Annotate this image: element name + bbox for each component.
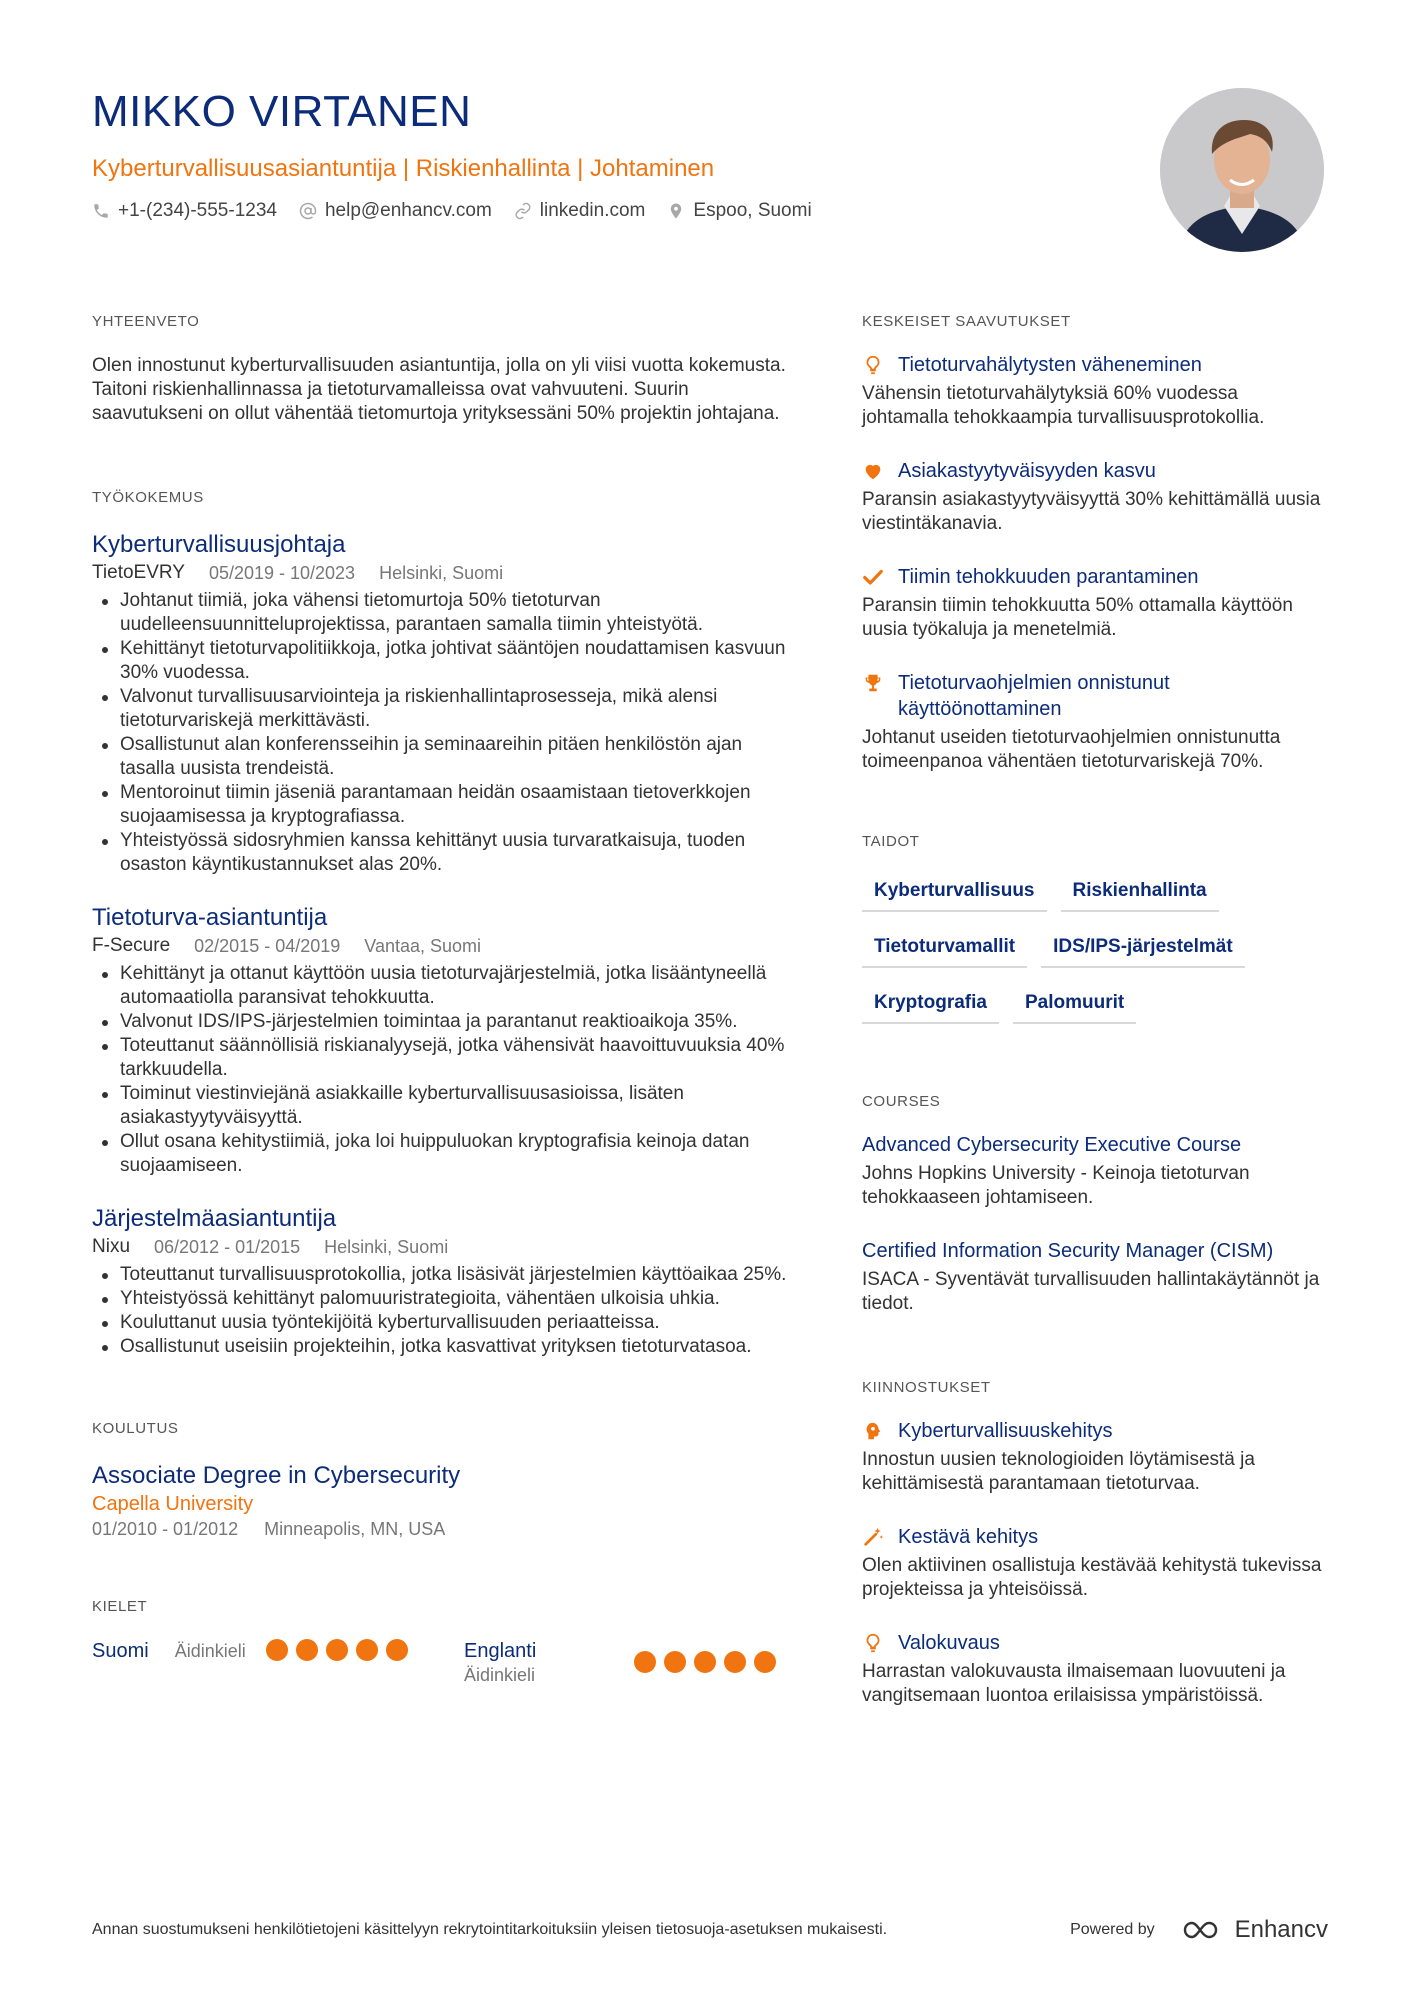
interest-head	[862, 1630, 1328, 1656]
achievement-title: Asiakastyytyväisyyden kasvu	[898, 460, 1156, 482]
powered-by-label: Powered by	[1070, 1921, 1155, 1938]
job-bullet: Osallistunut alan konferensseihin ja seminaareihin pitäen henkilöstön ajan tasalla uusista trendeistä.	[120, 733, 792, 781]
summary-heading: YHTEENVETO	[92, 313, 200, 330]
location-text: Espoo, Suomi	[693, 200, 812, 221]
job-bullet: Toiminut viestinviejänä asiakkaille kyberturvallisuusasioissa, lisäten asiakastyytyväisyyttä.	[120, 1082, 792, 1130]
achievement-head	[862, 352, 1328, 378]
avatar	[1160, 88, 1324, 252]
achievement-description: Johtanut useiden tietoturvaohjelmien onnistunutta toimeenpanoa vähentäen tietoturvariskejä 70%.	[862, 727, 1281, 772]
language-level: Äidinkieli	[464, 1665, 536, 1685]
language-text	[464, 1639, 634, 1687]
job-entry	[92, 903, 792, 1178]
job-title: Kyberturvallisuusjohtaja	[92, 531, 346, 558]
proficiency-dot	[356, 1639, 378, 1661]
right-column	[862, 312, 1328, 1708]
skill-tag: Palomuurit	[1013, 984, 1136, 1024]
job-company: TietoEVRY	[92, 562, 185, 583]
job-bullet: Yhteistyössä kehittänyt palomuuristrategioita, vähentäen ulkoisia uhkia.	[120, 1287, 792, 1311]
interest-title: Valokuvaus	[898, 1632, 1000, 1654]
job-bullets	[92, 589, 792, 877]
experience-heading: TYÖKOKEMUS	[92, 489, 204, 506]
education-entry	[92, 1461, 792, 1541]
achievement-description: Paransin asiakastyytyväisyyttä 30% kehittämällä uusia viestintäkanavia.	[862, 489, 1321, 534]
trophy-icon	[862, 672, 884, 694]
language-list	[92, 1639, 792, 1687]
languages-heading: KIELET	[92, 1598, 148, 1615]
job-location: Helsinki, Suomi	[324, 1237, 449, 1257]
enhancv-logo-icon	[1181, 1918, 1227, 1942]
phone-text[interactable]: +1-(234)-555-1234	[118, 200, 277, 221]
proficiency-dot	[694, 1651, 716, 1673]
summary-section	[92, 312, 792, 426]
course-item	[862, 1238, 1328, 1316]
interest-head	[862, 1418, 1328, 1444]
proficiency-dot	[664, 1651, 686, 1673]
job-bullet: Valvonut IDS/IPS-järjestelmien toimintaa ja parantanut reaktioaikoja 35%.	[120, 1010, 792, 1034]
candidate-headline: Kyberturvallisuusasiantuntija | Riskienhallinta | Johtaminen	[92, 155, 715, 182]
job-bullet: Toteuttanut säännöllisiä riskianalyysejä, jotka vähensivät haavoittuvuuksia 40% tarkkuudella.	[120, 1034, 792, 1082]
contact-email	[299, 198, 492, 224]
skill-tag: Kyberturvallisuus	[862, 872, 1047, 912]
at-sign-icon	[299, 202, 317, 220]
proficiency-dot	[754, 1651, 776, 1673]
skill-list	[862, 872, 1328, 1040]
contact-linkedin	[514, 198, 646, 224]
skill-tag: IDS/IPS-järjestelmät	[1041, 928, 1245, 968]
location-pin-icon	[667, 202, 685, 220]
gdpr-consent-text: Annan suostumukseni henkilötietojeni käsittelyyn rekrytointitarkoituksiin yleisen tietosuoja-asetuksen mukaisesti.	[92, 1921, 888, 1938]
job-location: Vantaa, Suomi	[364, 936, 482, 956]
proficiency-dot	[266, 1639, 288, 1661]
job-location: Helsinki, Suomi	[379, 563, 504, 583]
job-bullet: Toteuttanut turvallisuusprotokollia, jotka lisäsivät järjestelmien käyttöaikaa 25%.	[120, 1263, 792, 1287]
achievement-title: Tiimin tehokkuuden parantaminen	[898, 566, 1199, 588]
interest-head	[862, 1524, 1328, 1550]
job-dates: 05/2019 - 10/2023	[208, 563, 356, 583]
resume-header	[92, 86, 1152, 224]
achievements-heading: KESKEISET SAAVUTUKSET	[862, 313, 1071, 330]
contact-phone	[92, 198, 277, 224]
achievement-title: Tietoturvahälytysten väheneminen	[898, 354, 1202, 376]
interests-section	[862, 1378, 1328, 1708]
brain-icon	[862, 1420, 884, 1442]
job-dates: 06/2012 - 01/2015	[154, 1237, 301, 1257]
course-title: Certified Information Security Manager (CISM)	[862, 1240, 1274, 1262]
skills-heading: TAIDOT	[862, 833, 920, 850]
proficiency-dot	[326, 1639, 348, 1661]
achievement-description: Paransin tiimin tehokkuutta 50% ottamalla käyttöön uusia työkaluja ja menetelmiä.	[862, 595, 1293, 640]
skill-tag: Tietoturvamallit	[862, 928, 1027, 968]
interest-item	[862, 1418, 1328, 1496]
job-bullet: Kehittänyt tietoturvapolitiikkoja, jotka johtivat sääntöjen noudattamisen kasvuun 30% vuodessa.	[120, 637, 792, 685]
proficiency-dot	[296, 1639, 318, 1661]
courses-section	[862, 1092, 1328, 1316]
job-meta	[92, 934, 792, 958]
job-title: Tietoturva-asiantuntija	[92, 904, 328, 931]
brand-name: Enhancv	[1234, 1916, 1328, 1943]
achievement-title: Tietoturvaohjelmien onnistunut käyttöönottaminen	[898, 672, 1170, 720]
left-column	[92, 312, 792, 1687]
achievement-item	[862, 458, 1328, 536]
job-title: Järjestelmäasiantuntija	[92, 1205, 337, 1232]
job-entry	[92, 1204, 792, 1359]
job-bullet: Yhteistyössä sidosryhmien kanssa kehittänyt uusia turvaratkaisuja, tuoden osaston käyntikustannukset alas 20%.	[120, 829, 792, 877]
phone-icon	[92, 202, 110, 220]
job-company: Nixu	[92, 1236, 131, 1257]
job-meta	[92, 561, 792, 585]
job-bullet: Ollut osana kehitystiimiä, joka loi huippuluokan kryptografisia keinoja datan suojaamiseen.	[120, 1130, 792, 1178]
interest-item	[862, 1524, 1328, 1602]
lightbulb-icon	[862, 354, 884, 376]
courses-heading: COURSES	[862, 1093, 941, 1110]
interest-title: Kestävä kehitys	[898, 1526, 1039, 1548]
interest-item	[862, 1630, 1328, 1708]
job-bullets	[92, 1263, 792, 1359]
interest-title: Kyberturvallisuuskehitys	[898, 1420, 1113, 1442]
language-dots	[266, 1639, 416, 1661]
contact-row	[92, 198, 1152, 224]
language-item	[464, 1639, 792, 1687]
course-title: Advanced Cybersecurity Executive Course	[862, 1134, 1242, 1156]
magic-wand-icon	[862, 1526, 884, 1548]
footer	[92, 1916, 1328, 1944]
heart-icon	[862, 460, 884, 482]
job-bullet: Kouluttanut uusia työntekijöitä kyberturvallisuuden periaatteissa.	[120, 1311, 792, 1335]
lightbulb-icon	[862, 1632, 884, 1654]
course-description: Johns Hopkins University - Keinoja tietoturvan tehokkaaseen johtamiseen.	[862, 1163, 1250, 1208]
education-meta	[92, 1517, 792, 1541]
skill-tag: Riskienhallinta	[1061, 872, 1219, 912]
job-bullet: Mentoroinut tiimin jäseniä parantamaan heidän osaamistaan tietoverkkojen suojaamisessa ja kryptografiassa.	[120, 781, 792, 829]
job-bullet: Johtanut tiimiä, joka vähensi tietomurtoja 50% tietoturvan uudelleensuunnitteluprojektissa, parantaen samalla tiimin yhteistyötä.	[120, 589, 792, 637]
proficiency-dot	[634, 1651, 656, 1673]
achievement-head	[862, 458, 1328, 484]
languages-section	[92, 1597, 792, 1687]
interest-description: Harrastan valokuvausta ilmaisemaan luovuuteni ja vangitsemaan luontoa erilaisissa ympäristöissä.	[862, 1661, 1286, 1706]
education-section	[92, 1419, 792, 1541]
contact-location	[667, 198, 811, 224]
interests-heading: KIINNOSTUKSET	[862, 1379, 991, 1396]
school-name: Capella University	[92, 1493, 254, 1515]
achievement-description: Vähensin tietoturvahälytyksiä 60% vuodessa johtamalla tehokkaampia turvallisuusprotokollia.	[862, 383, 1265, 428]
course-item	[862, 1132, 1328, 1210]
job-bullet: Osallistunut useisiin projekteihin, jotka kasvattivat yrityksen tietoturvatasoa.	[120, 1335, 792, 1359]
language-level: Äidinkieli	[174, 1641, 246, 1661]
job-meta	[92, 1235, 792, 1259]
achievement-item	[862, 352, 1328, 430]
education-location: Minneapolis, MN, USA	[264, 1519, 446, 1539]
language-item	[92, 1639, 464, 1687]
degree-title: Associate Degree in Cybersecurity	[92, 1462, 461, 1489]
job-dates: 02/2015 - 04/2019	[194, 936, 341, 956]
job-company: F-Secure	[92, 935, 171, 956]
link-icon	[514, 202, 532, 220]
skills-section	[862, 832, 1328, 1040]
achievement-item	[862, 564, 1328, 642]
experience-section	[92, 488, 792, 1359]
proficiency-dot	[386, 1639, 408, 1661]
enhancv-brand[interactable]	[1181, 1916, 1328, 1944]
linkedin-text[interactable]: linkedin.com	[539, 200, 646, 221]
job-bullet: Kehittänyt ja ottanut käyttöön uusia tietoturvajärjestelmiä, jotka lisääntyneellä automaatiolla paransivat tehokkuutta.	[120, 962, 792, 1010]
education-heading: KOULUTUS	[92, 1420, 179, 1437]
achievements-section	[862, 312, 1328, 774]
language-dots	[634, 1651, 784, 1673]
job-entry	[92, 530, 792, 877]
achievement-head	[862, 670, 1328, 722]
language-name: Englanti	[464, 1640, 537, 1662]
job-bullet: Valvonut turvallisuusarviointeja ja riskienhallintaprosesseja, mikä alensi tietoturvariskejä merkittävästi.	[120, 685, 792, 733]
language-name: Suomi	[92, 1640, 149, 1662]
job-bullets	[92, 962, 792, 1178]
interest-description: Innostun uusien teknologioiden löytämisestä ja kehittämisestä parantamaan tietoturvaa.	[862, 1449, 1255, 1494]
course-description: ISACA - Syventävät turvallisuuden hallintakäytännöt ja tiedot.	[862, 1269, 1320, 1314]
interest-description: Olen aktiivinen osallistuja kestävää kehitystä tukevissa projekteissa ja yhteisöissä.	[862, 1555, 1322, 1600]
checkmark-icon	[862, 566, 884, 588]
email-text[interactable]: help@enhancv.com	[324, 200, 492, 221]
education-dates: 01/2010 - 01/2012	[92, 1519, 239, 1539]
achievement-item	[862, 670, 1328, 774]
skill-tag: Kryptografia	[862, 984, 999, 1024]
summary-text: Olen innostunut kyberturvallisuuden asiantuntija, jolla on yli viisi vuotta kokemusta. Taitoni riskienhallinnassa ja tietoturvamalleissa ovat vahvuuteni. Suurin saavutukseni on ollut vähentää tietomurtoja yrityksessäni 50% projektin johtajana.	[92, 355, 786, 424]
proficiency-dot	[724, 1651, 746, 1673]
achievement-head	[862, 564, 1328, 590]
candidate-name: MIKKO VIRTANEN	[92, 87, 472, 136]
